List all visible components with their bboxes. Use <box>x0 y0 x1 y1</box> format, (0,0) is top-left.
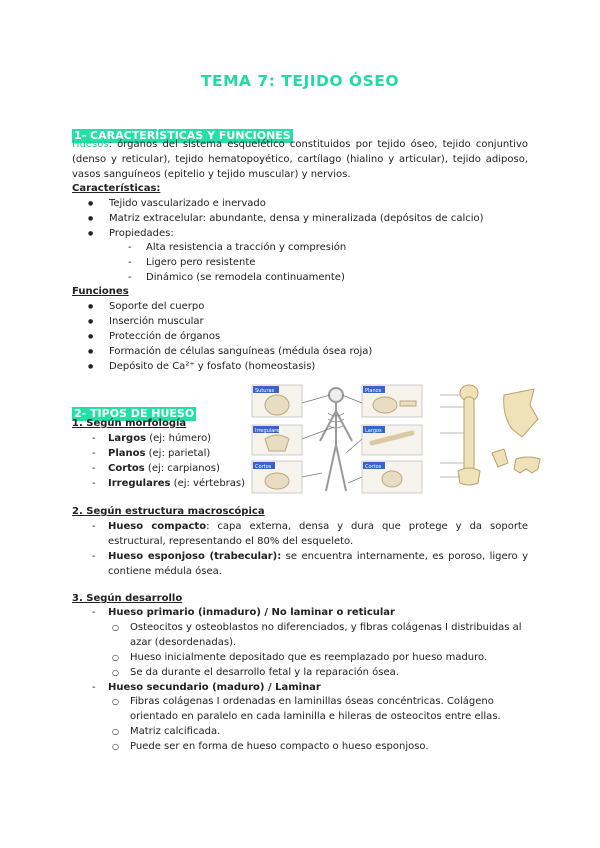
section-1-heading: 1- CARACTERÍSTICAS Y FUNCIONES <box>74 129 291 142</box>
desarrollo-secundario <box>72 680 528 695</box>
caracteristicas-list <box>72 196 532 241</box>
list-item: ● Propiedades: <box>72 226 532 241</box>
list-item: - Hueso secundario (maduro) / Laminar <box>72 680 528 695</box>
secundario-list <box>72 694 528 754</box>
estructura-list <box>72 519 528 579</box>
list-item: ● Depósito de Ca²⁺ y fosfato (homeostasis) <box>72 359 532 374</box>
svg-text:Suturas: Suturas <box>255 388 275 394</box>
humerus-scapula-illustration <box>432 383 552 495</box>
list-item: ○ Hueso inicialmente depositado que es reemplazado por hueso maduro. <box>72 650 528 665</box>
list-item: - Hueso compacto: capa externa, densa y dura que protege y da soporte estructural, representando el 80% del esqueleto. <box>72 519 528 549</box>
huesos-definition: : órganos del sistema esquelético constituidos por tejido óseo, tejido conjuntivo (denso y reticular), tejido hematopoyético, cartílago (hialino y articular), tejido adiposo, vasos sanguíneos (epitelio y tejido muscular) y nervios. <box>72 139 528 180</box>
estructura-heading: 2. Según estructura macroscópica <box>72 506 265 517</box>
list-item: ○ Fibras colágenas I ordenadas en laminillas óseas concéntricas. Colágeno orientado en paralelo en cada laminilla e hileras de osteocitos entre ellas. <box>72 694 528 724</box>
list-item: ● Protección de órganos <box>72 329 532 344</box>
list-item: - Planos (ej: parietal) <box>72 446 252 461</box>
list-item: - Hueso primario (inmaduro) / No laminar o reticular <box>72 605 528 620</box>
svg-text:Largos: Largos <box>365 428 382 434</box>
list-item: ○ Matriz calcificada. <box>72 724 528 739</box>
list-item: ○ Osteocitos y osteoblastos no diferenciados, y fibras colágenas I distribuidas al azar (desordenadas). <box>72 620 528 650</box>
svg-text:Cortos: Cortos <box>255 464 272 470</box>
section-2-heading: 2- TIPOS DE HUESO <box>74 407 195 420</box>
huesos-term: Huesos <box>72 139 109 150</box>
list-item: - Dinámico (se remodela continuamente) <box>72 270 532 285</box>
desarrollo-heading: 3. Según desarrollo <box>72 593 183 604</box>
funciones-list <box>72 299 532 374</box>
morfologia-list <box>72 431 252 491</box>
desarrollo-primario <box>72 605 528 620</box>
list-item: - Irregulares (ej: vértebras) <box>72 476 252 491</box>
list-item: - Cortos (ej: carpianos) <box>72 461 252 476</box>
list-item: ○ Puede ser en forma de hueso compacto o hueso esponjoso. <box>72 739 528 754</box>
svg-text:Irregulares: Irregulares <box>255 428 282 434</box>
list-item: ● Soporte del cuerpo <box>72 299 532 314</box>
list-item: ● Matriz extracelular: abundante, densa y mineralizada (depósitos de calcio) <box>72 211 532 226</box>
svg-text:Cortos: Cortos <box>365 464 382 470</box>
funciones-heading: Funciones <box>72 286 129 297</box>
bone-types-illustration <box>250 383 425 495</box>
huesos-paragraph <box>72 137 528 182</box>
list-item: ● Formación de células sanguíneas (médula ósea roja) <box>72 344 532 359</box>
list-item: - Alta resistencia a tracción y compresión <box>72 240 532 255</box>
list-item: ● Tejido vascularizado e inervado <box>72 196 532 211</box>
propiedades-list <box>72 240 532 285</box>
list-item: - Hueso esponjoso (trabecular): se encuentra internamente, es poroso, ligero y contiene médula ósea. <box>72 549 528 579</box>
list-item: ● Inserción muscular <box>72 314 532 329</box>
svg-text:Planos: Planos <box>365 388 382 394</box>
morfologia-heading: 1. Según morfología <box>72 418 187 429</box>
primario-list <box>72 620 528 680</box>
list-item: - Largos (ej: húmero) <box>72 431 252 446</box>
list-item: - Ligero pero resistente <box>72 255 532 270</box>
list-item: ○ Se da durante el desarrollo fetal y la reparación ósea. <box>72 665 528 680</box>
caracteristicas-heading: Características: <box>72 183 161 194</box>
page-title: TEMA 7: TEJIDO ÓSEO <box>200 72 400 90</box>
